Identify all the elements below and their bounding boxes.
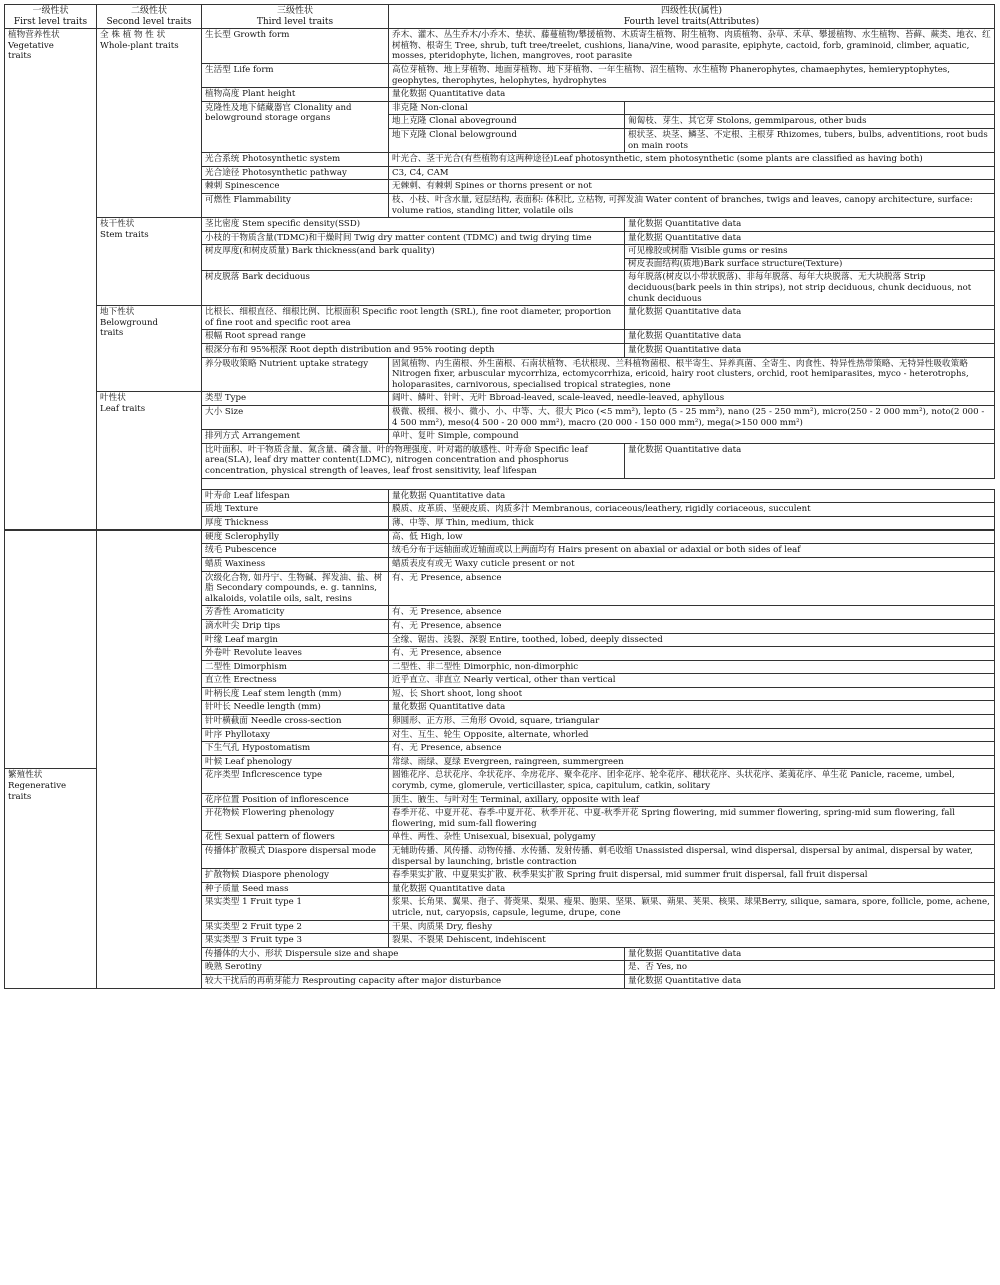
trait-attributes: C3, C4, CAM <box>389 166 995 180</box>
trait-attributes: 薄、中等、厚 Thin, medium, thick <box>389 516 995 530</box>
bark-texture: 树皮表面结构(质地)Bark surface structure(Texture) <box>628 258 843 269</box>
trait-name: 花序类型 Inflcrescence type <box>202 769 389 793</box>
trait-attributes: 圆锥花序、总状花序、伞状花序、伞房花序、聚伞花序、团伞花序、轮伞花序、穗状花序、头状花序、葇荑花序、单生花 Panicle, raceme, umbel, corymb, cyme, glomerule, verticillaster, spica, capitulum, catkin, solitary <box>389 769 995 793</box>
group-whole-plant: 全 株 植 物 性 状 Whole-plant traits <box>97 29 202 218</box>
trait-name: 叶柄长度 Leaf stem length (mm) <box>202 687 389 701</box>
trait-attributes: 量化数据 Quantitative data <box>625 306 995 330</box>
trait-name: 根深分布和 95%根深 Root depth distribution and 95% rooting depth <box>202 344 625 358</box>
trait-name: 传播体的大小、形状 Dispersule size and shape <box>202 947 625 961</box>
trait-name: 生活型 Life form <box>202 63 389 87</box>
trait-attributes: 量化数据 Quantitative data <box>389 88 995 102</box>
trait-attributes: 单性、两性、杂性 Unisexual, bisexual, polygamy <box>389 831 995 845</box>
trait-attributes: 量化数据 Quantitative data <box>625 330 995 344</box>
trait-name: 硬度 Sclerophylly <box>202 530 389 544</box>
trait-attributes: 有、无 Presence, absence <box>389 742 995 756</box>
trait-attributes: 量化数据 Quantitative data <box>625 218 995 232</box>
trait-attributes: 春季开花、中夏开花、春季-中夏开花、秋季开花、中夏-秋季开花 Spring flowering, mid summer flowering, spring-mid sum flowering, fall flowering, mid sum-fall flowering <box>389 807 995 831</box>
trait-attributes: 量化数据 Quantitative data <box>389 701 995 715</box>
trait-name: 外卷叶 Revolute leaves <box>202 647 389 661</box>
group-stem: 枝干性状 Stem traits <box>97 218 202 306</box>
trait-attributes: 乔木、灌木、丛生乔木/小乔木、垫状、藤蔓植物/攀援植物、木质寄生植物、附生植物、肉质植物、杂草、禾草、攀援植物、水生植物、苔藓、蕨类、地衣、红树植物、根寄生 Tree, shrub, tuft tree/treelet, cushions, liana/vine, wood parasite, epiphyte, cactoid, forb, graminoid, climber, aquatic, mosses, pteridophyte, lichen, mangroves, root parasite <box>389 29 995 64</box>
trait-name: 质地 Texture <box>202 503 389 517</box>
trait-name: 直立性 Erectness <box>202 674 389 688</box>
trait-attribute-detail: 匍匐枝、芽生、其它芽 Stolons, gemmiparous, other buds <box>625 115 995 129</box>
trait-name: 根幅 Root spread range <box>202 330 625 344</box>
trait-name: 植物高度 Plant height <box>202 88 389 102</box>
trait-name: 种子质量 Seed mass <box>202 882 389 896</box>
trait-name: 滴水叶尖 Drip tips <box>202 619 389 633</box>
group-vegetative: 植物营养性状 Vegetative traits <box>5 29 97 530</box>
trait-attributes: 是、否 Yes, no <box>625 961 995 975</box>
header-first-level: 一级性状 First level traits <box>5 5 97 29</box>
trait-name: 克隆性及地下储藏器官 Clonality and belowground storage organs <box>202 101 389 152</box>
trait-name: 比叶面积、叶干物质含量、氮含量、磷含量、叶的物理强度、叶对霜的敏感性、叶寿命 Specific leaf area(SLA), leaf dry matter content(LDMC), nitrogen concentration and phosphorus concentration, physical strength of leaves, leaf frost sensitivity, leaf lifespan <box>202 443 625 478</box>
trait-attributes: 裂果、不裂果 Dehiscent, indehiscent <box>389 934 995 948</box>
trait-name: 比根长、细根直径、细根比例、比根面积 Specific root length (SRL), fine root diameter, proportion of fine root and specific root area <box>202 306 625 330</box>
trait-name: 叶序 Phyllotaxy <box>202 728 389 742</box>
trait-name: 生长型 Growth form <box>202 29 389 64</box>
trait-name: 光合途径 Photosynthetic pathway <box>202 166 389 180</box>
trait-attributes: 单叶、复叶 Simple, compound <box>389 430 995 444</box>
trait-name: 下生气孔 Hypostomatism <box>202 742 389 756</box>
table-row <box>5 530 995 544</box>
trait-attributes: 阔叶、鳞叶、针叶、无叶 Bbroad-leaved, scale-leaved, needle-leaved, aphyllous <box>389 392 995 406</box>
trait-attributes: 近乎直立、非直立 Nearly vertical, other than vertical <box>389 674 995 688</box>
group-leaf: 叶性状 Leaf traits <box>97 392 202 530</box>
trait-attributes: 极微、极细、极小、微小、小、中等、大、很大 Pico (<5 mm²), lepto (5 - 25 mm²), nano (25 - 250 mm²), micro(250 - 2 000 mm²), noto(2 000 - 4 500 mm²), meso(4 500 - 20 000 mm²), macro (20 000 - 150 000 mm²), mega(>150 000 mm²) <box>389 406 995 430</box>
table-row <box>5 29 995 64</box>
header-third-level: 三级性状 Third level traits <box>202 5 389 29</box>
trait-name: 传播体扩散模式 Diaspore dispersal mode <box>202 845 389 869</box>
plant-traits-table <box>4 4 995 530</box>
header-second-level: 二级性状 Second level traits <box>97 5 202 29</box>
trait-attributes <box>625 245 995 271</box>
trait-attributes: 量化数据 Quantitative data <box>625 344 995 358</box>
group-belowground: 地下性状 Belowground traits <box>97 306 202 392</box>
trait-attribute-sub: 非克隆 Non-clonal <box>389 101 625 115</box>
trait-attributes: 无棘刺、有棘刺 Spines or thorns present or not <box>389 180 995 194</box>
trait-name: 厚度 Thickness <box>202 516 389 530</box>
trait-attributes: 叶光合、茎干光合(有些植物有这两种途径)Leaf photosynthetic, stem photosynthetic (some plants are classified as having both) <box>389 153 995 167</box>
trait-attributes: 量化数据 Quantitative data <box>625 947 995 961</box>
trait-attribute-sub: 地上克隆 Clonal aboveground <box>389 115 625 129</box>
trait-attributes: 蜡质表皮有或无 Waxy cuticle present or not <box>389 557 995 571</box>
trait-attribute-sub: 地下克隆 Clonal belowground <box>389 128 625 152</box>
trait-name: 树皮厚度(和树皮质量) Bark thickness(and bark quality) <box>202 245 625 271</box>
trait-attributes: 全缘、锯齿、浅裂、深裂 Entire, toothed, lobed, deeply dissected <box>389 633 995 647</box>
trait-attributes: 卵圆形、正方形、三角形 Ovoid, square, triangular <box>389 715 995 729</box>
trait-name: 果实类型 3 Fruit type 3 <box>202 934 389 948</box>
trait-attributes: 量化数据 Quantitative data <box>625 974 995 988</box>
trait-attributes: 无辅助传播、风传播、动物传播、水传播、发射传播、刺毛收缩 Unassisted dispersal, wind dispersal, dispersal by animal, dispersal by water, dispersal by launching, bristle contraction <box>389 845 995 869</box>
trait-attributes: 二型性、非二型性 Dimorphic, non-dimorphic <box>389 660 995 674</box>
trait-attributes: 量化数据 Quantitative data <box>625 231 995 245</box>
trait-attributes: 干果、肉质果 Dry, fleshy <box>389 920 995 934</box>
trait-attributes: 浆果、长角果、翼果、孢子、蓇葖果、梨果、瘦果、胞果、坚果、颖果、蒴果、荚果、核果、球果Berry, silique, samara, spore, follicle, pome, achene, utricle, nut, caryopsis, capsule, legume, drupe, cone <box>389 896 995 920</box>
trait-attributes: 有、无 Presence, absence <box>389 619 995 633</box>
trait-name: 棘刺 Spinescence <box>202 180 389 194</box>
trait-name: 排列方式 Arrangement <box>202 430 389 444</box>
trait-attributes: 顶生、腋生、与叶对生 Terminal, axillary, opposite with leaf <box>389 793 995 807</box>
header-fourth-level: 四级性状(属性) Fourth level traits(Attributes) <box>389 5 995 29</box>
trait-table-page <box>4 4 994 989</box>
trait-name: 开花物候 Flowering phenology <box>202 807 389 831</box>
plant-traits-table-continued <box>4 530 995 989</box>
trait-attributes: 量化数据 Quantitative data <box>389 489 995 503</box>
trait-attributes: 常绿、雨绿、夏绿 Evergreen, raingreen, summergreen <box>389 755 995 769</box>
trait-name: 较大干扰后的再萌芽能力 Resprouting capacity after major disturbance <box>202 974 625 988</box>
trait-attributes: 高、低 High, low <box>389 530 995 544</box>
table-row <box>5 392 995 406</box>
trait-name: 果实类型 1 Fruit type 1 <box>202 896 389 920</box>
trait-name: 晚熟 Serotiny <box>202 961 625 975</box>
trait-attributes: 短、长 Short shoot, long shoot <box>389 687 995 701</box>
trait-name: 绒毛 Pubescence <box>202 544 389 558</box>
group-regenerative: 繁殖性状 Regenerative traits <box>5 769 97 988</box>
trait-attributes: 枝、小枝、叶含水量, 冠层结构, 表面积: 体积比, 立枯物, 可挥发油 Water content of branches, twigs and leaves, canopy architecture, surface: volume ratios, standing litter, volatile oils <box>389 193 995 217</box>
trait-name: 小枝的干物质含量(TDMC)和干燥时间 Twig dry matter content (TDMC) and twig drying time <box>202 231 625 245</box>
trait-name: 蜡质 Waxiness <box>202 557 389 571</box>
trait-name: 叶寿命 Leaf lifespan <box>202 489 389 503</box>
trait-attributes: 对生、互生、轮生 Opposite, alternate, whorled <box>389 728 995 742</box>
trait-attributes: 固氮植物、内生菌根、外生菌根、石南状植物、毛状根现、兰科植物菌根、根半寄生、异养真菌、全寄生、肉食性、特异性热带策略、无特异性吸收策略 Nitrogen fixer, arbuscular mycorrhiza, ectomycorrhiza, ericoid, hairy root clusters, orchid, root hemiparasites, myco - heterotrophs, holoparasites, carnivorous, specialised tropical strategies, none <box>389 357 995 392</box>
table-row <box>5 218 995 232</box>
trait-attributes: 量化数据 Quantitative data <box>625 443 995 478</box>
trait-name: 叶候 Leaf phenology <box>202 755 389 769</box>
trait-name: 类型 Type <box>202 392 389 406</box>
trait-attributes: 有、无 Presence, absence <box>389 647 995 661</box>
trait-attribute-detail <box>625 101 995 115</box>
trait-attributes: 每年脱落(树皮以小带状脱落)、非每年脱落、每年大块脱落、无大块脱落 Strip deciduous(bark peels in thin strips), not strip deciduous, chunk deciduous, not chunk deciduous <box>625 271 995 306</box>
trait-name: 大小 Size <box>202 406 389 430</box>
trait-name: 二型性 Dimorphism <box>202 660 389 674</box>
trait-name: 次级化合物, 如丹宁、生物碱、挥发油、盐、树脂 Secondary compounds, e. g. tannins, alkaloids, volatile oils, salt, resins <box>202 571 389 606</box>
trait-name: 茎比密度 Stem specific density(SSD) <box>202 218 625 232</box>
trait-name: 针叶横截面 Needle cross-section <box>202 715 389 729</box>
trait-attributes: 绒毛分布于远轴面或近轴面或以上两面均有 Hairs present on abaxial or adaxial or both sides of leaf <box>389 544 995 558</box>
trait-attributes: 春季果实扩散、中夏果实扩散、秋季果实扩散 Spring fruit dispersal, mid summer fruit dispersal, fall fruit dispersal <box>389 869 995 883</box>
header-row <box>5 5 995 29</box>
trait-attributes: 有、无 Presence, absence <box>389 606 995 620</box>
trait-name: 花性 Sexual pattern of flowers <box>202 831 389 845</box>
trait-attribute-detail: 根状茎、块茎、鳞茎、不定根、主根芽 Rhizomes, tubers, bulbs, adventitions, root buds on main roots <box>625 128 995 152</box>
bark-gums: 可见橡胶或树脂 Visible gums or resins <box>625 246 994 259</box>
trait-name: 果实类型 2 Fruit type 2 <box>202 920 389 934</box>
trait-name: 养分吸收策略 Nutrient uptake strategy <box>202 357 389 392</box>
trait-name: 叶缘 Leaf margin <box>202 633 389 647</box>
trait-name: 芳香性 Aromaticity <box>202 606 389 620</box>
trait-attributes: 有、无 Presence, absence <box>389 571 995 606</box>
trait-attributes: 量化数据 Quantitative data <box>389 882 995 896</box>
trait-name: 花序位置 Position of inflorescence <box>202 793 389 807</box>
trait-name: 针叶长 Needle length (mm) <box>202 701 389 715</box>
trait-name: 光合系统 Photosynthetic system <box>202 153 389 167</box>
table-row <box>5 306 995 330</box>
trait-name: 树皮脱落 Bark deciduous <box>202 271 625 306</box>
trait-attributes: 膜质、皮革质、坚硬皮质、肉质多汁 Membranous, coriaceous/leathery, rigidly coriaceous, succulent <box>389 503 995 517</box>
trait-attributes: 高位芽植物、地上芽植物、地面芽植物、地下芽植物、一年生植物、沼生植物、水生植物 Phanerophytes, chamaephytes, hemieryptophytes, geophytes, therophytes, helophytes, hydrophytes <box>389 63 995 87</box>
trait-name: 扩散物候 Diaspore phenology <box>202 869 389 883</box>
trait-name: 可燃性 Flammability <box>202 193 389 217</box>
